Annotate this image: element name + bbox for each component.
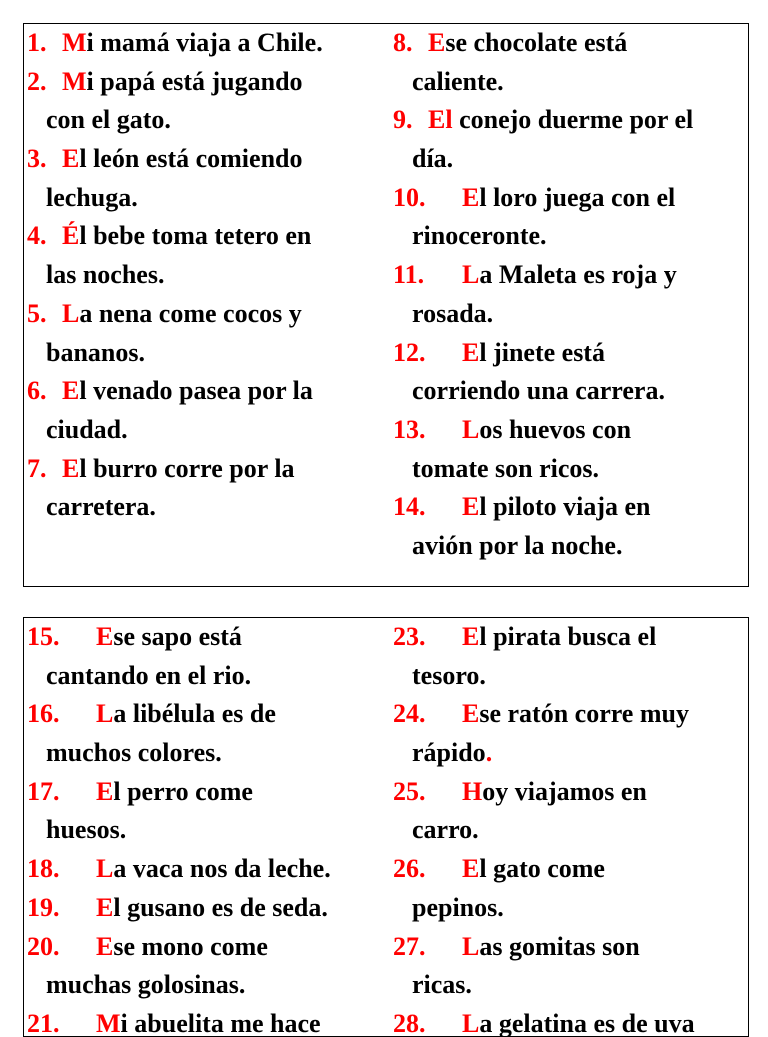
item-number: 2. <box>27 66 47 96</box>
initial-letter: E <box>462 622 480 651</box>
sentence-item <box>393 24 749 101</box>
sentence-item <box>27 295 392 372</box>
sentence-text: l pirata busca el <box>479 622 657 651</box>
sentence-text: se chocolate está <box>445 28 628 57</box>
sentence-continuation: las noches. <box>46 260 165 290</box>
item-number: 26. <box>393 854 426 884</box>
sentence-item <box>393 928 749 1005</box>
sentence-first-line <box>27 889 392 928</box>
sentence-item <box>27 140 392 217</box>
sentence-first-line <box>393 695 749 734</box>
item-number: 28. <box>393 1008 426 1037</box>
item-number: 8. <box>393 28 413 57</box>
sentence-item <box>393 850 749 927</box>
sentence-first-line <box>393 256 749 295</box>
sentence-column-left <box>27 618 392 1037</box>
item-number: 20. <box>27 931 60 961</box>
sentence-first-line <box>393 773 749 812</box>
initial-letter: E <box>462 492 480 522</box>
sentence-continuation: carretera. <box>46 492 156 522</box>
sentence-first-line <box>393 850 749 889</box>
initial-letter: M <box>96 1008 121 1037</box>
sentence-continuation: rosada. <box>412 298 494 328</box>
sentence-first-line <box>27 850 392 889</box>
sentence-first-line <box>27 695 392 734</box>
sentence-text: oy viajamos en <box>482 776 647 806</box>
sentence-continuation: carro. <box>412 815 479 845</box>
item-number: 27. <box>393 931 426 961</box>
sentence-text: i papá está jugando <box>86 66 303 96</box>
initial-letter: L <box>96 854 114 884</box>
sentence-first-line <box>393 179 749 218</box>
sentence-text: l león está comiendo <box>79 144 303 174</box>
sentence-text: conejo duerme por el <box>452 105 694 135</box>
item-number: 19. <box>27 892 60 922</box>
sentence-first-line <box>27 1005 392 1037</box>
sentence-continuation: caliente. <box>412 66 504 96</box>
sentence-text: as gomitas son <box>479 931 640 961</box>
sentence-first-line <box>27 140 392 179</box>
sentence-card-top <box>23 23 749 587</box>
initial-letter: E <box>62 376 80 406</box>
sentence-text: se ratón corre muy <box>479 699 689 729</box>
sentence-continuation: rápido. <box>412 738 493 768</box>
item-number: 24. <box>393 699 426 729</box>
sentence-column-left <box>27 24 392 527</box>
sentence-item <box>27 618 392 695</box>
initial-letter: M <box>62 66 87 96</box>
sentence-text: l gusano es de seda. <box>113 892 328 922</box>
initial-letter: E <box>96 776 114 806</box>
sentence-first-line <box>393 101 749 140</box>
sentence-continuation: bananos. <box>46 337 145 367</box>
sentence-item <box>27 450 392 527</box>
initial-letter: L <box>62 298 80 328</box>
sentence-text: se sapo está <box>113 622 242 651</box>
item-number: 9. <box>393 105 413 135</box>
item-number: 4. <box>27 221 47 251</box>
initial-letter: E <box>462 854 480 884</box>
sentence-item <box>393 695 749 772</box>
sentence-text: a gelatina es de uva <box>479 1008 695 1037</box>
sentence-text: l venado pasea por la <box>79 376 313 406</box>
sentence-item <box>27 889 392 928</box>
sentence-item <box>393 773 749 850</box>
sentence-text: l burro corre por la <box>79 453 295 483</box>
sentence-first-line <box>393 24 749 63</box>
sentence-first-line <box>27 928 392 967</box>
initial-letter: El <box>428 105 453 135</box>
initial-letter: L <box>462 931 480 961</box>
sentence-text: l loro juega con el <box>479 182 676 212</box>
sentence-item <box>393 618 749 695</box>
initial-letter: E <box>62 453 80 483</box>
sentence-continuation: día. <box>412 144 454 174</box>
sentence-continuation: con el gato. <box>46 105 171 135</box>
sentence-first-line <box>27 24 392 63</box>
initial-letter: E <box>62 144 80 174</box>
initial-letter: É <box>62 221 80 251</box>
sentence-item <box>27 63 392 140</box>
item-number: 13. <box>393 414 426 444</box>
sentence-continuation: pepinos. <box>412 892 504 922</box>
sentence-item <box>27 217 392 294</box>
sentence-text: i mamá viaja a Chile. <box>86 28 323 57</box>
sentence-first-line <box>393 411 749 450</box>
red-period: . <box>485 738 493 768</box>
sentence-first-line <box>393 1005 749 1037</box>
sentence-continuation: rinoceronte. <box>412 221 547 251</box>
sentence-text: os huevos con <box>479 414 632 444</box>
sentence-text: l perro come <box>113 776 253 806</box>
sentence-first-line <box>27 295 392 334</box>
item-number: 6. <box>27 376 47 406</box>
initial-letter: L <box>462 260 480 290</box>
sentence-item <box>27 1005 392 1037</box>
sentence-text: a nena come cocos y <box>79 298 302 328</box>
sentence-column-right <box>393 618 749 1037</box>
sentence-text: a vaca nos da leche. <box>113 854 331 884</box>
item-number: 3. <box>27 144 47 174</box>
initial-letter: E <box>96 931 114 961</box>
initial-letter: L <box>96 699 114 729</box>
sentence-card-bottom <box>23 617 749 1037</box>
sentence-item <box>27 24 392 63</box>
sentence-continuation: huesos. <box>46 815 127 845</box>
sentence-item <box>393 411 749 488</box>
sentence-first-line <box>27 217 392 256</box>
sentence-first-line <box>393 618 749 657</box>
item-number: 15. <box>27 622 60 651</box>
initial-letter: L <box>462 414 480 444</box>
item-number: 7. <box>27 453 47 483</box>
initial-letter: E <box>96 892 114 922</box>
sentence-continuation: muchas golosinas. <box>46 970 246 1000</box>
item-number: 1. <box>27 28 47 57</box>
sentence-first-line <box>393 488 749 527</box>
sentence-text: se mono come <box>113 931 268 961</box>
sentence-item <box>393 179 749 256</box>
item-number: 14. <box>393 492 426 522</box>
initial-letter: E <box>428 28 446 57</box>
sentence-first-line <box>27 773 392 812</box>
sentence-item <box>27 695 392 772</box>
sentence-text: a libélula es de <box>113 699 276 729</box>
sentence-item <box>27 928 392 1005</box>
sentence-item <box>393 334 749 411</box>
sentence-first-line <box>27 450 392 489</box>
sentence-continuation: corriendo una carrera. <box>412 376 665 406</box>
sentence-item <box>27 850 392 889</box>
sentence-item <box>393 256 749 333</box>
sentence-continuation: ricas. <box>412 970 472 1000</box>
sentence-column-right <box>393 24 749 566</box>
sentence-continuation: tesoro. <box>412 660 486 690</box>
initial-letter: E <box>96 622 114 651</box>
initial-letter: H <box>462 776 483 806</box>
sentence-item <box>393 488 749 565</box>
item-number: 23. <box>393 622 426 651</box>
sentence-text: l piloto viaja en <box>479 492 651 522</box>
sentence-item <box>393 1005 749 1037</box>
sentence-text: l jinete está <box>479 337 605 367</box>
sentence-item <box>393 101 749 178</box>
item-number: 12. <box>393 337 426 367</box>
item-number: 11. <box>393 260 425 290</box>
initial-letter: E <box>462 699 480 729</box>
sentence-continuation: lechuga. <box>46 182 138 212</box>
item-number: 18. <box>27 854 60 884</box>
initial-letter: E <box>462 182 480 212</box>
sentence-text: a Maleta es roja y <box>479 260 677 290</box>
item-number: 5. <box>27 298 47 328</box>
sentence-first-line <box>393 928 749 967</box>
sentence-continuation: avión por la noche. <box>412 530 623 560</box>
sentence-first-line <box>27 618 392 657</box>
initial-letter: L <box>462 1008 480 1037</box>
initial-letter: E <box>462 337 480 367</box>
item-number: 10. <box>393 182 426 212</box>
sentence-text: l gato come <box>479 854 605 884</box>
sentence-continuation: muchos colores. <box>46 738 222 768</box>
sentence-item <box>27 773 392 850</box>
sentence-continuation: tomate son ricos. <box>412 453 600 483</box>
item-number: 25. <box>393 776 426 806</box>
sentence-continuation: ciudad. <box>46 414 128 444</box>
item-number: 16. <box>27 699 60 729</box>
sentence-first-line <box>27 63 392 102</box>
sentence-continuation: cantando en el rio. <box>46 660 252 690</box>
item-number: 17. <box>27 776 60 806</box>
sentence-first-line <box>27 372 392 411</box>
initial-letter: M <box>62 28 87 57</box>
sentence-text: l bebe toma tetero en <box>79 221 312 251</box>
sentence-first-line <box>393 334 749 373</box>
item-number: 21. <box>27 1008 60 1037</box>
sentence-text: i abuelita me hace <box>120 1008 321 1037</box>
sentence-item <box>27 372 392 449</box>
